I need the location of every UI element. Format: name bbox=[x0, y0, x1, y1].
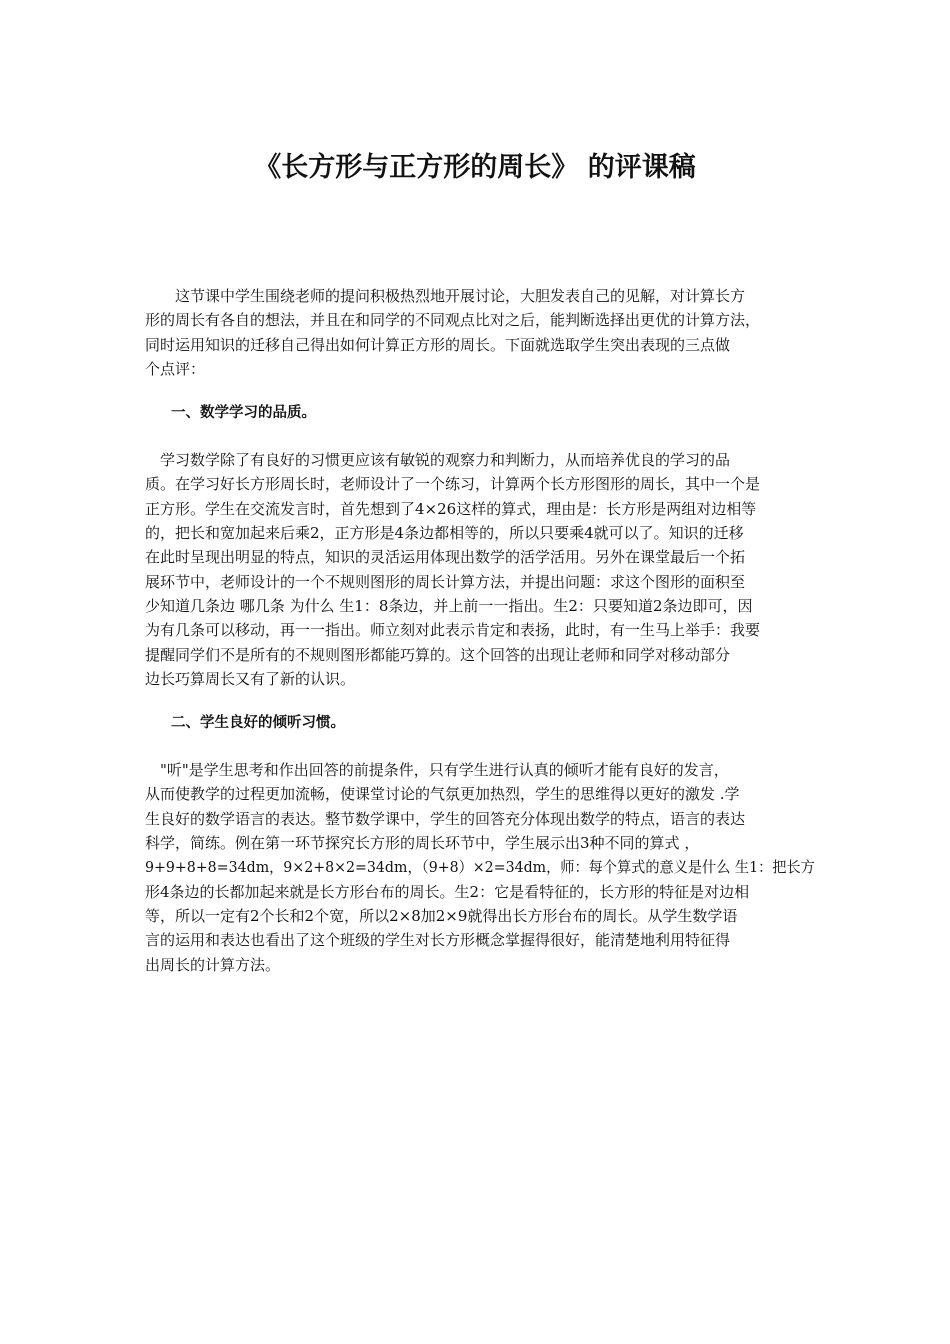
section2-heading: 二、学生良好的倾听习惯。 bbox=[171, 715, 345, 732]
section1-paragraph bbox=[145, 448, 815, 691]
section2-line: 出周长的计算方法。 bbox=[145, 955, 281, 974]
section1-line: 为有几条可以移动，再一一指出。师立刻对此表示肯定和表扬，此时，有一生马上举手：我要 bbox=[145, 621, 761, 640]
document-body bbox=[145, 284, 815, 977]
section2-line: "听"是学生思考和作出回答的前提条件，只有学生进行认真的倾听才能有良好的发言， bbox=[145, 761, 729, 780]
section2-paragraph bbox=[145, 758, 815, 977]
section2-line: 从而使教学的过程更加流畅，使课堂讨论的气氛更加热烈，学生的思维得以更好的激发 .学 bbox=[145, 785, 740, 804]
section1-line: 质。在学习好长方形周长时，老师设计了一个练习，计算两个长方形图形的周长，其中一个是 bbox=[145, 475, 761, 494]
intro-paragraph bbox=[145, 284, 815, 381]
intro-line: 个点评： bbox=[145, 359, 206, 378]
section1-line: 在此时呈现出明显的特点，知识的灵活运用体现出数学的活学活用。另外在课堂最后一个拓 bbox=[145, 548, 746, 567]
document-title: 《长方形与正方形的周长》 的评课稿 bbox=[254, 152, 696, 183]
section1-line: 的，把长和宽加起来后乘2，正方形是4条边都相等的，所以只要乘4就可以了。知识的迁移 bbox=[145, 524, 744, 543]
section1-line: 提醒同学们不是所有的不规则图形都能巧算的。这个回答的出现让老师和同学对移动部分 bbox=[145, 645, 731, 664]
section1-line: 正方形。学生在交流发言时，首先想到了4×26这样的算式，理由是：长方形是两组对边相等 bbox=[145, 499, 757, 518]
intro-line: 同时运用知识的迁移自己得出如何计算正方形的周长。下面就选取学生突出表现的三点做 bbox=[145, 335, 731, 354]
section2-line: 等，所以一定有2个长和2个宽，所以2×8加2×9就得出长方形台布的周长。从学生数学语 bbox=[145, 906, 738, 925]
section1-line: 展环节中，老师设计的一个不规则图形的周长计算方法，并提出问题：求这个图形的面积至 bbox=[145, 572, 746, 591]
section1-line: 少知道几条边 哪几条 为什么 生1：8条边，并上前一一指出。生2：只要知道2条边即可，因 bbox=[145, 596, 753, 615]
section2-line: 9+9+8+8=34dm，9×2+8×2=34dm，（9+8）×2=34dm，师：每个算式的意义是什么 生1：把长方 bbox=[145, 858, 815, 877]
section1-line: 边长巧算周长又有了新的认识。 bbox=[145, 669, 356, 688]
section2-line: 言的运用和表达也看出了这个班级的学生对长方形概念掌握得很好，能清楚地利用特征得 bbox=[145, 931, 731, 950]
intro-line: 这节课中学生围绕老师的提问积极热烈地开展讨论，大胆发表自己的见解，对计算长方 bbox=[145, 287, 746, 305]
section1-heading: 一、数学学习的品质。 bbox=[171, 405, 316, 422]
section2-line: 生良好的数学语言的表达。整节数学课中，学生的回答充分体现出数学的特点，语言的表达 bbox=[145, 809, 746, 828]
section2-line: 形4条边的长都加起来就是长方形台布的周长。生2：它是看特征的，长方形的特征是对边相 bbox=[145, 882, 750, 901]
section1-line: 学习数学除了有良好的习惯更应该有敏锐的观察力和判断力，从而培养优良的学习的品 bbox=[145, 451, 731, 470]
section2-line: 科学，简练。例在第一环节探究长方形的周长环节中，学生展示出3种不同的算式 ， bbox=[145, 834, 700, 853]
intro-line: 形的周长有各自的想法，并且在和同学的不同观点比对之后，能判断选择出更优的计算方法， bbox=[145, 311, 761, 330]
